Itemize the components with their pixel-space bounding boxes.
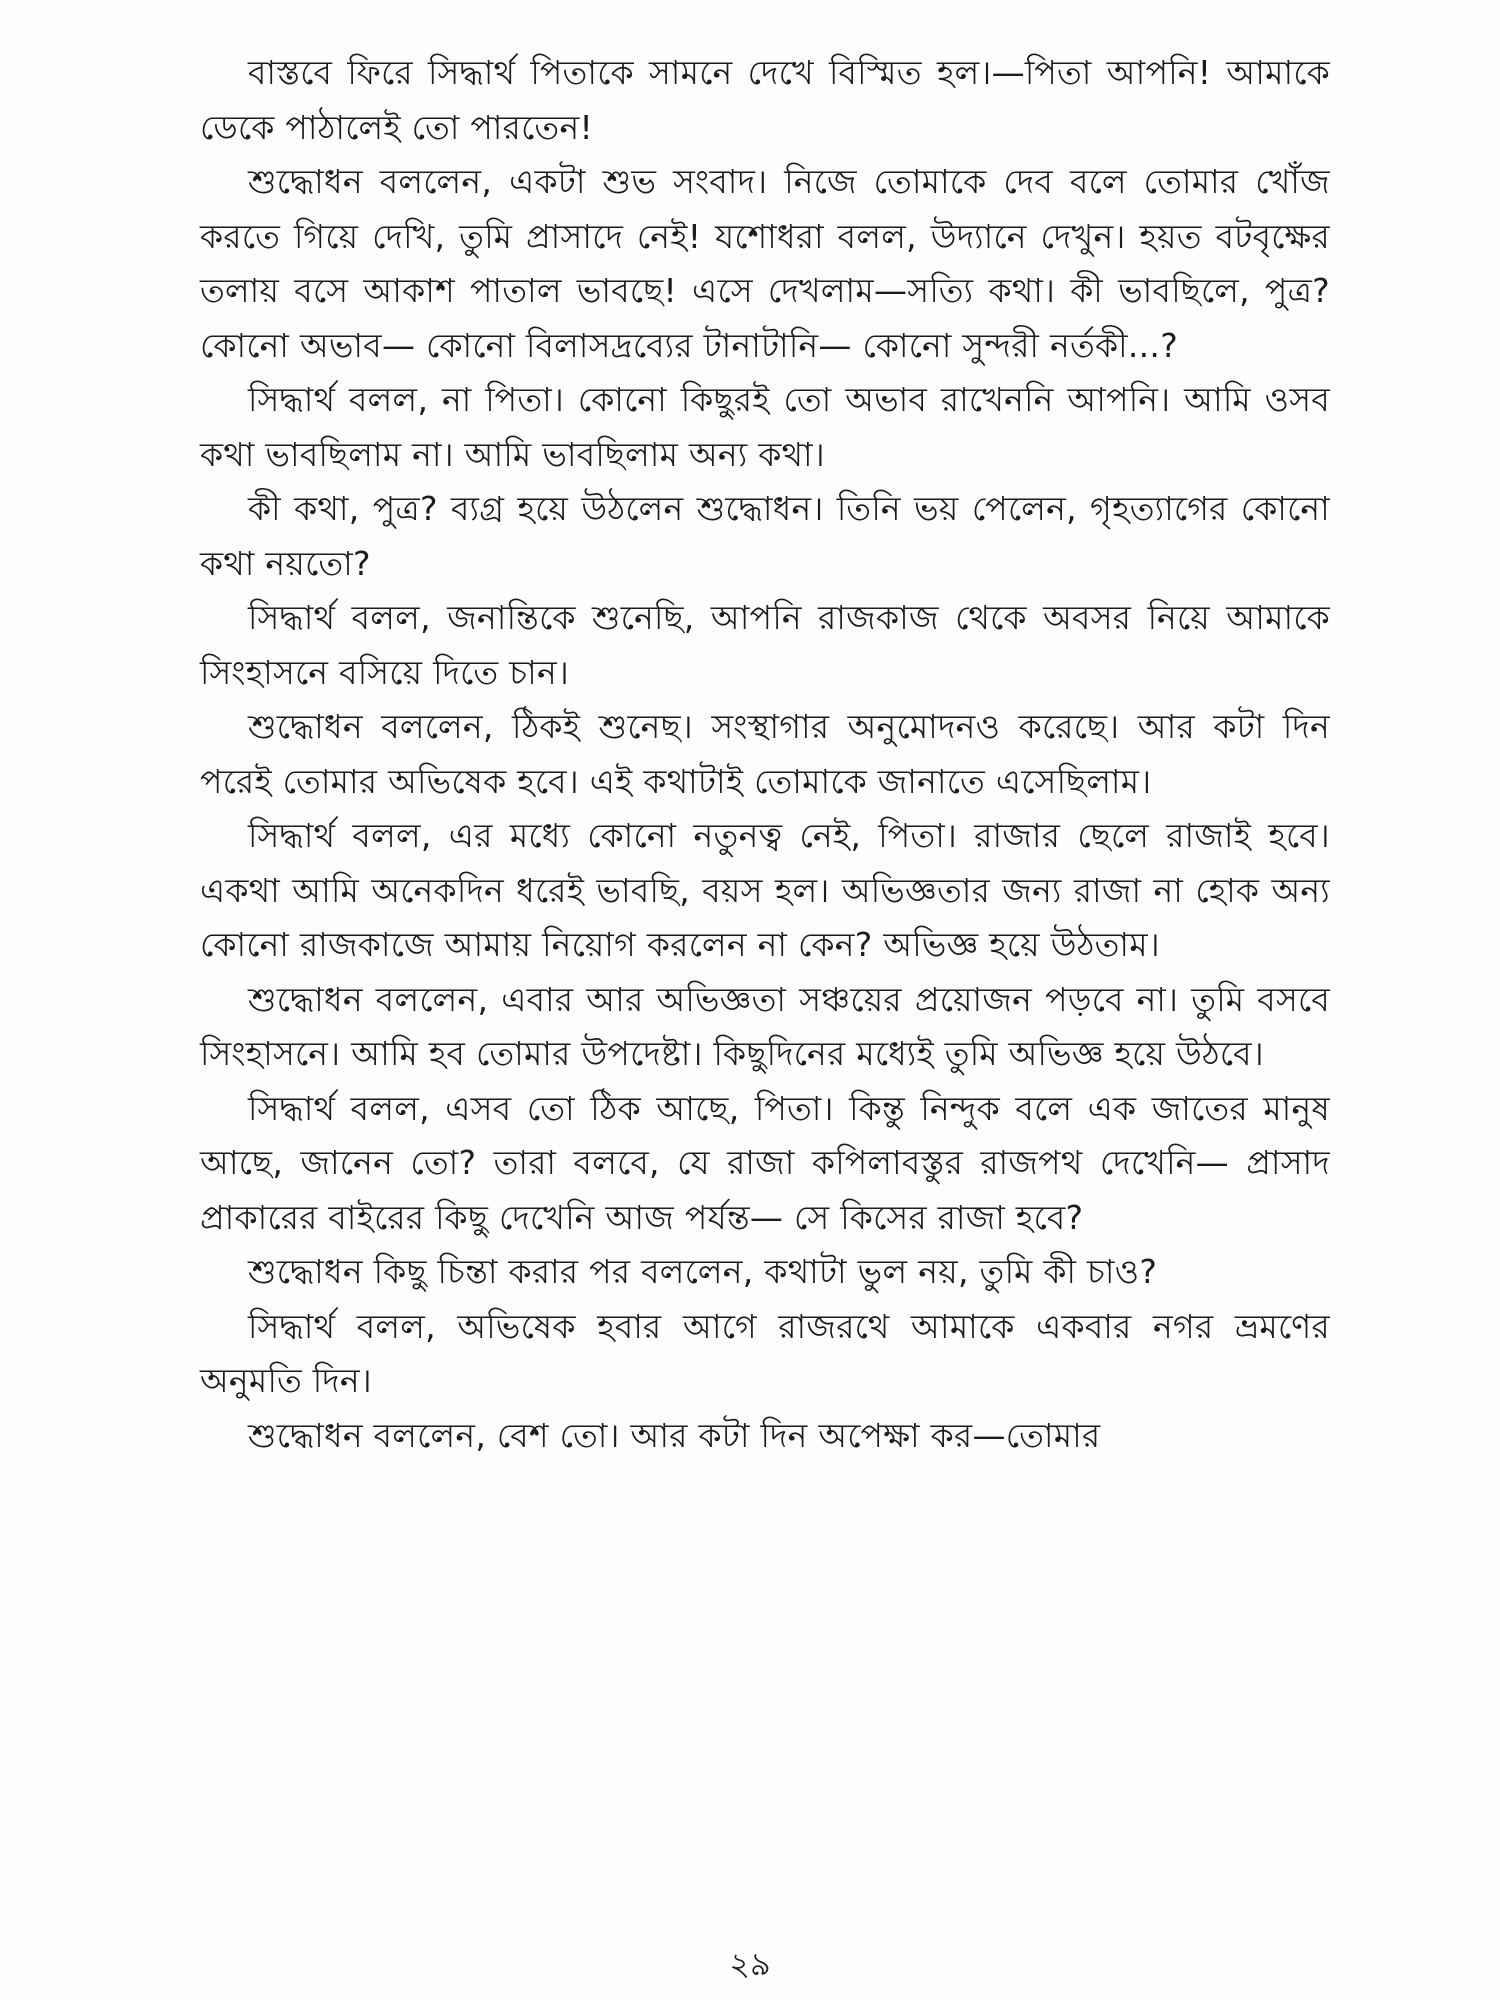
- paragraph: শুদ্ধোধন বললেন, বেশ তো। আর কটা দিন অপেক্ষা কর—তোমার: [248, 1415, 1101, 1455]
- paragraph: বাস্তবে ফিরে সিদ্ধার্থ পিতাকে সামনে দেখে বিস্মিত হল।—পিতা আপনি! আমাকে ডেকে পাঠালেই তো পারতেন!: [200, 53, 1330, 147]
- paragraph: সিদ্ধার্থ বলল, জনান্তিকে শুনেছি, আপনি রাজকাজ থেকে অবসর নিয়ে আমাকে সিংহাসনে বসিয়ে দিতে চান।: [200, 598, 1330, 692]
- paragraph: শুদ্ধোধন কিছু চিন্তা করার পর বললেন, কথাটা ভুল নয়, তুমি কী চাও?: [248, 1252, 1158, 1291]
- paragraph: সিদ্ধার্থ বলল, অভিষেক হবার আগে রাজরথে আমাকে একবার নগর ভ্রমণের অনুমতি দিন।: [200, 1306, 1330, 1400]
- paragraph: শুদ্ধোধন বললেন, এবার আর অভিজ্ঞতা সঞ্চয়ের প্রয়োজন পড়বে না। তুমি বসবে সিংহাসনে। আমি হব তোমার উপদেষ্টা। কিছুদিনের মধ্যেই তুমি অভিজ্ঞ হয়ে উঠবে।: [200, 979, 1330, 1073]
- paragraph: শুদ্ধোধন বললেন, একটা শুভ সংবাদ। নিজে তোমাকে দেব বলে তোমার খোঁজ করতে গিয়ে দেখি, তুমি প্রাসাদে নেই! যশোধরা বলল, উদ্যানে দেখুন। হয়ত বটবৃক্ষের তলায় বসে আকাশ পাতাল ভাবছে! এসে দেখলাম—সত্যি কথা। কী ভাবছিলে, পুত্র? কোনো অভাব— কোনো বিলাসদ্রব্যের টানাটানি— কোনো সুন্দরী নর্তকী...?: [200, 162, 1330, 365]
- body-text: [200, 46, 1330, 1463]
- paragraph: সিদ্ধার্থ বলল, এসব তো ঠিক আছে, পিতা। কিন্তু নিন্দুক বলে এক জাতের মানুষ আছে, জানেন তো? তারা বলবে, যে রাজা কপিলাবস্তুর রাজপথ দেখেনি— প্রাসাদ প্রাকারের বাইরের কিছু দেখেনি আজ পর্যন্ত— সে কিসের রাজা হবে?: [200, 1088, 1330, 1237]
- paragraph: শুদ্ধোধন বললেন, ঠিকই শুনেছ। সংস্থাগার অনুমোদনও করেছে। আর কটা দিন পরেই তোমার অভিষেক হবে। এই কথাটাই তোমাকে জানাতে এসেছিলাম।: [200, 707, 1330, 801]
- paragraph: সিদ্ধার্থ বলল, এর মধ্যে কোনো নতুনত্ব নেই, পিতা। রাজার ছেলে রাজাই হবে। একথা আমি অনেকদিন ধরেই ভাবছি, বয়স হল। অভিজ্ঞতার জন্য রাজা না হোক অন্য কোনো রাজকাজে আমায় নিয়োগ করলেন না কেন? অভিজ্ঞ হয়ে উঠতাম।: [200, 816, 1330, 964]
- page-number: ২৯: [729, 1945, 771, 1983]
- paragraph: কী কথা, পুত্র? ব্যগ্র হয়ে উঠলেন শুদ্ধোধন। তিনি ভয় পেলেন, গৃহত্যাগের কোনো কথা নয়তো?: [200, 489, 1330, 583]
- paragraph: সিদ্ধার্থ বলল, না পিতা। কোনো কিছুরই তো অভাব রাখেননি আপনি। আমি ওসব কথা ভাবছিলাম না। আমি ভাবছিলাম অন্য কথা।: [200, 380, 1330, 474]
